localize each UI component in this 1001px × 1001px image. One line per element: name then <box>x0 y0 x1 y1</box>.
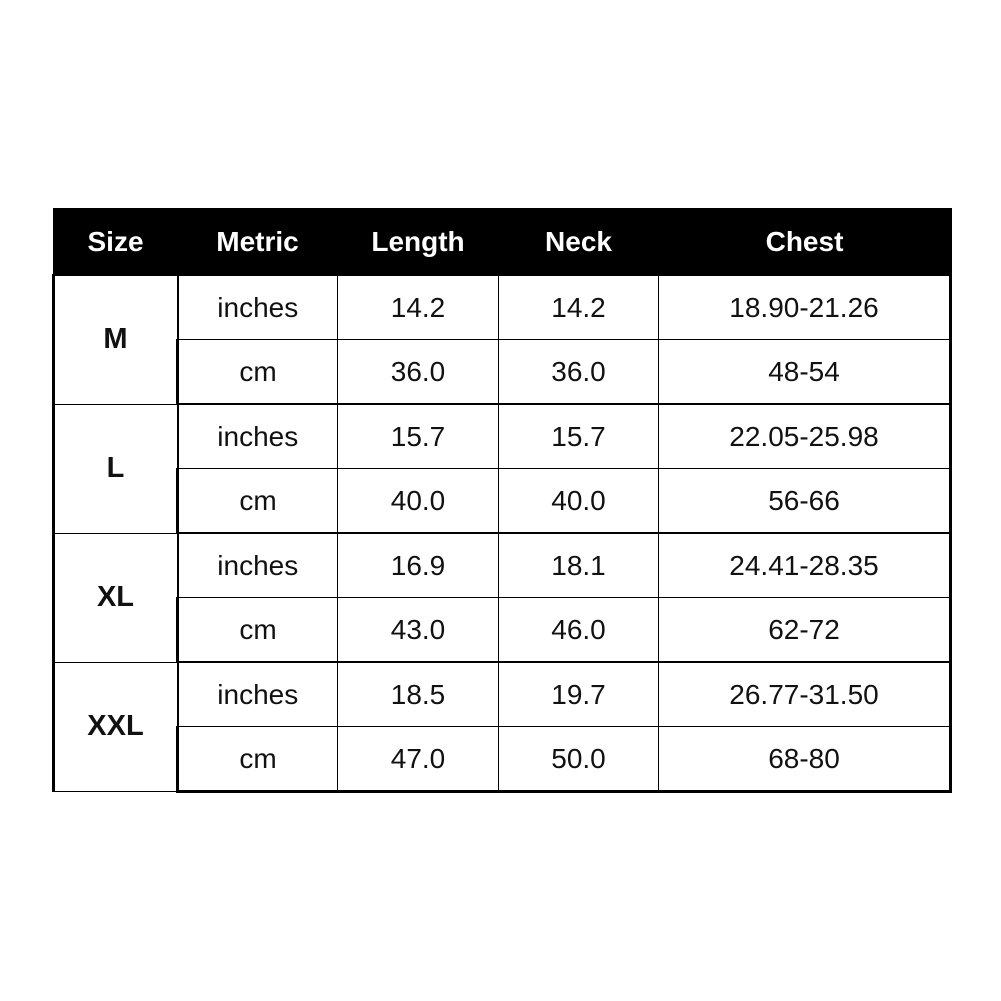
header-size: Size <box>54 209 178 275</box>
size-label: XL <box>54 533 178 662</box>
chest-cell: 26.77-31.50 <box>659 662 951 727</box>
metric-cell: cm <box>178 727 338 792</box>
metric-cell: inches <box>178 662 338 727</box>
table-row <box>54 533 951 598</box>
neck-cell: 46.0 <box>499 598 659 663</box>
table-body <box>54 275 951 792</box>
length-cell: 16.9 <box>338 533 499 598</box>
metric-cell: inches <box>178 533 338 598</box>
metric-cell: inches <box>178 275 338 340</box>
chest-cell: 18.90-21.26 <box>659 275 951 340</box>
header-row <box>54 209 951 275</box>
neck-cell: 36.0 <box>499 340 659 405</box>
length-cell: 36.0 <box>338 340 499 405</box>
metric-cell: cm <box>178 598 338 663</box>
chest-cell: 24.41-28.35 <box>659 533 951 598</box>
length-cell: 14.2 <box>338 275 499 340</box>
chest-cell: 56-66 <box>659 469 951 534</box>
chest-cell: 22.05-25.98 <box>659 404 951 469</box>
metric-cell: cm <box>178 469 338 534</box>
length-cell: 47.0 <box>338 727 499 792</box>
table-row <box>54 727 951 792</box>
size-label: L <box>54 404 178 533</box>
header-length: Length <box>338 209 499 275</box>
neck-cell: 40.0 <box>499 469 659 534</box>
length-cell: 15.7 <box>338 404 499 469</box>
metric-cell: cm <box>178 340 338 405</box>
table-header <box>54 209 951 275</box>
neck-cell: 50.0 <box>499 727 659 792</box>
table-row <box>54 340 951 405</box>
chest-cell: 62-72 <box>659 598 951 663</box>
length-cell: 18.5 <box>338 662 499 727</box>
table-row <box>54 469 951 534</box>
header-neck: Neck <box>499 209 659 275</box>
table-row <box>54 404 951 469</box>
size-label: XXL <box>54 662 178 792</box>
neck-cell: 19.7 <box>499 662 659 727</box>
length-cell: 40.0 <box>338 469 499 534</box>
chest-cell: 68-80 <box>659 727 951 792</box>
table-row <box>54 275 951 340</box>
neck-cell: 15.7 <box>499 404 659 469</box>
table-row <box>54 598 951 663</box>
header-metric: Metric <box>178 209 338 275</box>
size-chart-table <box>52 208 952 793</box>
size-label: M <box>54 275 178 404</box>
header-chest: Chest <box>659 209 951 275</box>
chest-cell: 48-54 <box>659 340 951 405</box>
neck-cell: 14.2 <box>499 275 659 340</box>
length-cell: 43.0 <box>338 598 499 663</box>
metric-cell: inches <box>178 404 338 469</box>
table-row <box>54 662 951 727</box>
neck-cell: 18.1 <box>499 533 659 598</box>
